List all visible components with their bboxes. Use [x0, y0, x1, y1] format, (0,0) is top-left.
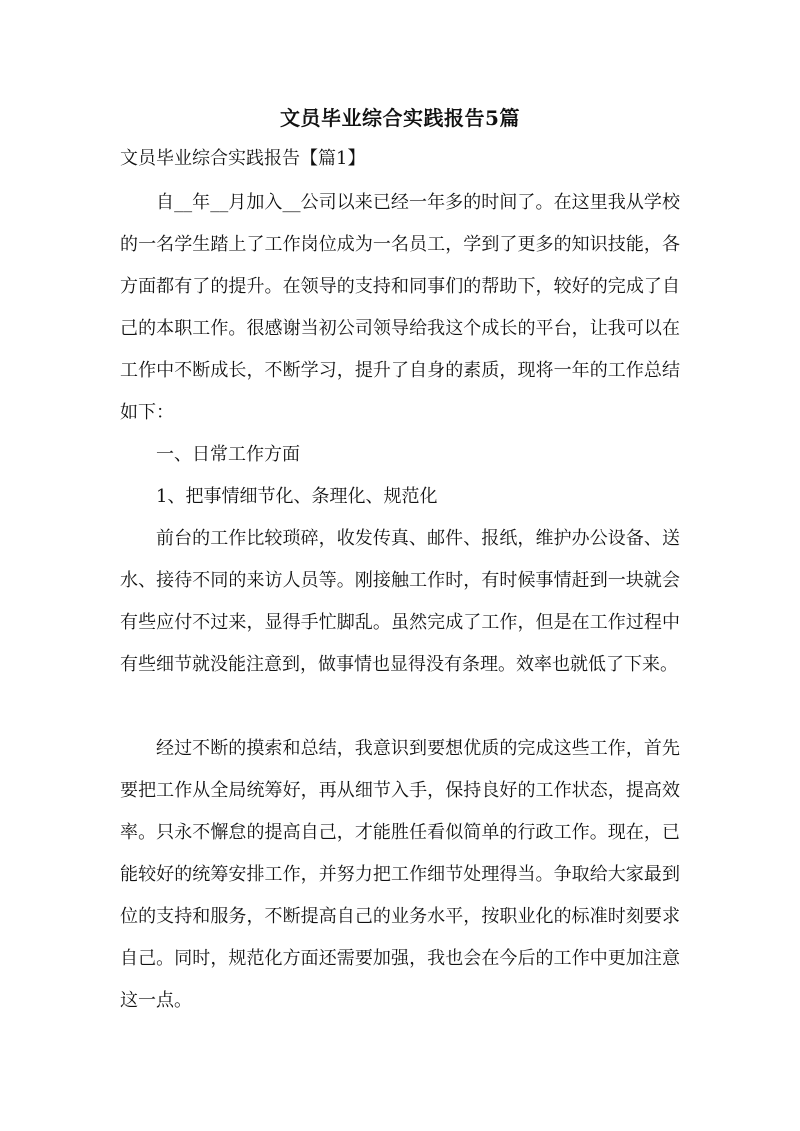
section-subtitle: 文员毕业综合实践报告【篇1】	[120, 148, 366, 169]
paragraph-reflection: 经过不断的摸索和总结，我意识到要想优质的完成这些工作，首先要把工作从全局统筹好，再从细节入手，保持良好的工作状态，提高效率。只永不懈怠的提高自己，才能胜任看似简单的行政工作。现在，已能较好的统筹安排工作，并努力把工作细节处理得当。争取给大家最到位的支持和服务，不断提高自己的业务水平，按职业化的标准时刻要求自己。同时，规范化方面还需要加强，我也会在今后的工作中更加注意这一点。	[120, 738, 680, 1011]
heading-detail-organization: 1、把事情细节化、条理化、规范化	[156, 486, 438, 507]
heading-daily-work: 一、日常工作方面	[156, 444, 300, 465]
paragraph-intro: 自__年__月加入__公司以来已经一年多的时间了。在这里我从学校的一名学生踏上了工作岗位成为一名员工，学到了更多的知识技能，各方面都有了的提升。在领导的支持和同事们的帮助下，较好的完成了自己的本职工作。很感谢当初公司领导给我这个成长的平台，让我可以在工作中不断成长，不断学习，提升了自身的素质，现将一年的工作总结如下：	[120, 192, 680, 423]
document-title: 文员毕业综合实践报告5篇	[280, 106, 520, 130]
paragraph-front-desk: 前台的工作比较琐碎，收发传真、邮件、报纸，维护办公设备、送水、接待不同的来访人员等。刚接触工作时，有时候事情赶到一块就会有些应付不过来，显得手忙脚乱。虽然完成了工作，但是在工作过程中有些细节就没能注意到，做事情也显得没有条理。效率也就低了下来。	[120, 528, 680, 675]
